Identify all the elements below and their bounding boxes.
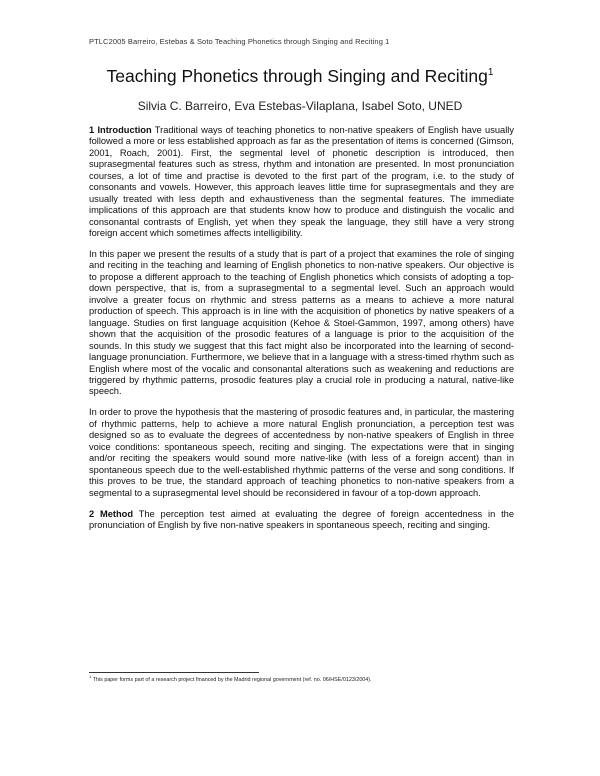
body-text — [89, 125, 514, 541]
author-line: Silvia C. Barreiro, Eva Estebas-Vilaplana, Isabel Soto, UNED — [137, 99, 463, 113]
paragraph-introduction — [89, 125, 514, 240]
paragraph-hypothesis — [89, 407, 514, 499]
paper-title — [0, 67, 600, 86]
footnote-text: This paper forms part of a research project financed by the Madrid regional government (ref. no. 06/HSE/0123/2004). — [91, 677, 372, 683]
paragraph-method — [89, 509, 514, 532]
footnote-marker: 1 — [89, 674, 92, 680]
section-heading-introduction: 1 Introduction — [89, 125, 152, 135]
paragraph-text: The perception test aimed at evaluating the degree of foreign accentedness in the pronunciation of English by five non-native speakers in spontaneous speech, reciting and singing. — [89, 508, 514, 530]
paragraph-objective — [89, 249, 514, 398]
section-heading-method: 2 Method — [89, 508, 134, 519]
paragraph-text: In this paper we present the results of a study that is part of a project that examines the role of singing and reciting in the teaching and learning of English phonetics to non-native speakers. Our objective is to propose a different approach to the teaching of English phonetics which consists of adopting a top-down perspective, that is, from a suprasegmental to a segmental level. Such an approach would involve a greater focus on rhythmic and stress patterns as a means to achieve a more natural production of speech. This approach is in line with the acquisition of phonetics by native speakers of a language. Studies on first language acquisition (Kehoe & Stoel-Gammon, 1997, among others) have shown that the acquisition of the prosodic features of a language is prior to the acquisition of the sounds. In this study we suggest that this fact might also be incorporated into the learning of second-language pronunciation. Furthermore, we believe that in a language with a stress-timed rhythm such as English where most of the vocalic and consonantal alterations such as weakening and reductions are triggered by rhythmic patterns, prosodic features play a crucial role in producing a natural, native-like speech. — [89, 249, 514, 397]
footnote — [89, 674, 514, 683]
footnote-divider — [89, 672, 259, 673]
title-footnote-marker: 1 — [487, 67, 494, 79]
paragraph-text: Traditional ways of teaching phonetics to non-native speakers of English have usually followed a more or less established approach as far as the presentation of items is concerned (Gimson, 2001, Roach, 2001). First, the segmental level of phonetic description is introduced, then suprasegmental features such as stress, rhythm and intonation are presented. In most pronunciation courses, a lot of time and practise is devoted to the first part of the program, i.e. to the study of consonants and vowels. However, this approach leaves little time for suprasegmentals and they are usually treated with less depth and exhaustiveness than the segmental features. The immediate implications of this approach are that students know how to produce and distinguish the vocalic and consonantal contrasts of English, yet when they speak the language, they still have a very strong foreign accent which sometimes affects intelligibility. — [89, 125, 514, 239]
running-header: PTLC2005 Barreiro, Estebas & Soto Teaching Phonetics through Singing and Reciting 1 — [89, 37, 390, 46]
paper-title-text: Teaching Phonetics through Singing and Reciting — [106, 66, 488, 86]
paragraph-text: In order to prove the hypothesis that the mastering of prosodic features and, in particular, the mastering of rhythmic patterns, help to achieve a more natural English pronunciation, a perception test was designed so as to evaluate the degrees of accentedness by non-native speakers of English in three voice conditions: spontaneous speech, reciting and singing. The expectations were that in singing and/or reciting the speakers would sound more native-like (with less of a foreign accent) than in spontaneous speech due to the well-established rhythmic patterns of the verse and song conditions. If this proves to be true, the standard approach of teaching phonetics to non-native speakers from a segmental to a suprasegmental level should be reconsidered in favour of a top-down approach. — [89, 407, 514, 498]
